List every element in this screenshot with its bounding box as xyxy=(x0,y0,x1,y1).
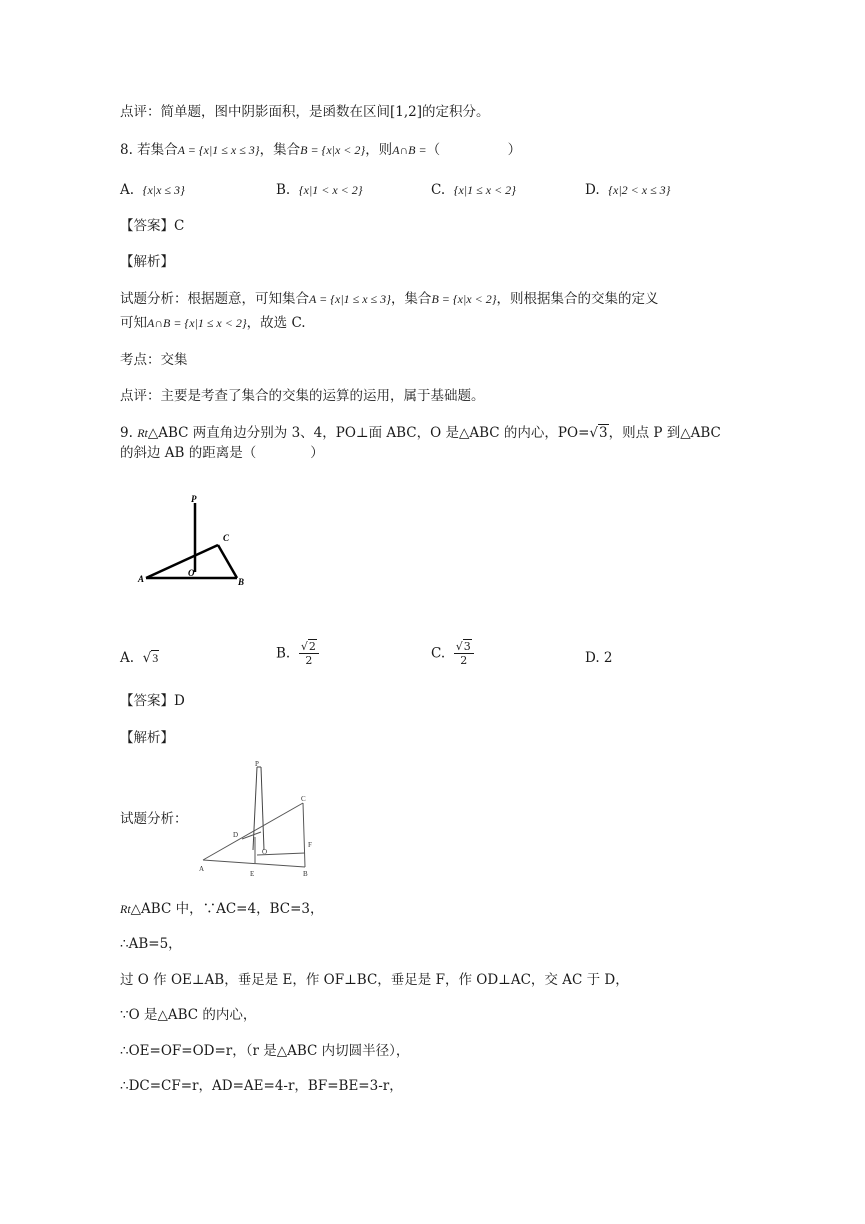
answer-8: 【答案】C xyxy=(120,218,185,234)
label-b: B xyxy=(238,577,245,587)
analysis-8-line-2: 可知A∩B = {x|1 ≤ x < 2}，故选 C. xyxy=(120,315,306,331)
analysis-9-line-1: Rt△ABC 中，∵AC=4，BC=3， xyxy=(120,901,324,917)
knowledge-point-8: 考点：交集 xyxy=(120,352,188,368)
analysis-9-line-3: 过 O 作 OE⊥AB，垂足是 E，作 OF⊥BC，垂足是 F，作 OD⊥AC，交 AC 于 D， xyxy=(120,972,629,988)
label-a: A xyxy=(138,574,145,584)
analysis-heading-8: 【解析】 xyxy=(120,254,174,270)
option-a: A. {x|x ≤ 3} xyxy=(120,182,185,198)
option-d: D. {x|2 < x ≤ 3} xyxy=(585,182,671,198)
label-o: O xyxy=(188,568,195,578)
analysis-9-line-4: ∵O 是△ABC 的内心， xyxy=(120,1007,257,1023)
analysis-9-line-2: ∴AB=5， xyxy=(120,936,182,952)
label-a: A xyxy=(199,865,205,873)
label-c: C xyxy=(301,795,306,803)
label-f: F xyxy=(308,841,312,849)
question-8: 8. 若集合A = {x|1 ≤ x ≤ 3}，集合B = {x|x < 2}，则A∩B =（ ） xyxy=(120,142,522,158)
option-b: B. {x|1 < x < 2} xyxy=(276,182,363,198)
analysis-9-line-5: ∴OE=OF=OD=r，（r 是△ABC 内切圆半径）， xyxy=(120,1043,410,1059)
analysis-9-intro: 试题分析： xyxy=(120,811,188,827)
label-e: E xyxy=(250,870,255,878)
review-note-q7: 点评：简单题，图中阴影面积，是函数在区间[1,2]的定积分。 xyxy=(120,104,490,120)
label-c: C xyxy=(223,533,230,543)
figure-tetrahedron-2 xyxy=(195,755,325,880)
label-p: P xyxy=(255,760,259,768)
option-c: C. {x|1 ≤ x < 2} xyxy=(431,182,516,198)
figure-tetrahedron-1 xyxy=(130,490,260,590)
option-c: C. $\frac{√3}{2}$ xyxy=(431,640,474,667)
question-9-line-2: 的斜边 AB 的距离是（ ） xyxy=(120,445,324,461)
question-9-line-1: 9. Rt△ABC 两直角边分别为 3、4，PO⊥面 ABC，O 是△ABC 的内心，PO=√3，则点 P 到△ABC xyxy=(120,425,721,441)
option-a: A. √3 xyxy=(120,650,159,666)
answer-9: 【答案】D xyxy=(120,693,185,709)
analysis-8-line-1: 试题分析：根据题意，可知集合A = {x|1 ≤ x ≤ 3}，集合B = {x|x < 2}，则根据集合的交集的定义 xyxy=(120,291,659,307)
label-b: B xyxy=(303,870,308,878)
analysis-heading-9: 【解析】 xyxy=(120,730,174,746)
label-o: O xyxy=(262,848,268,856)
analysis-9-line-6: ∴DC=CF=r，AD=AE=4-r，BF=BE=3-r， xyxy=(120,1078,403,1094)
option-d: D. 2 xyxy=(585,650,613,666)
label-p: P xyxy=(191,494,197,504)
option-b: B. $\frac{√2}{2}$ xyxy=(276,640,319,667)
review-note-8: 点评：主要是考查了集合的交集的运算的运用，属于基础题。 xyxy=(120,388,485,404)
label-d: D xyxy=(233,831,239,839)
